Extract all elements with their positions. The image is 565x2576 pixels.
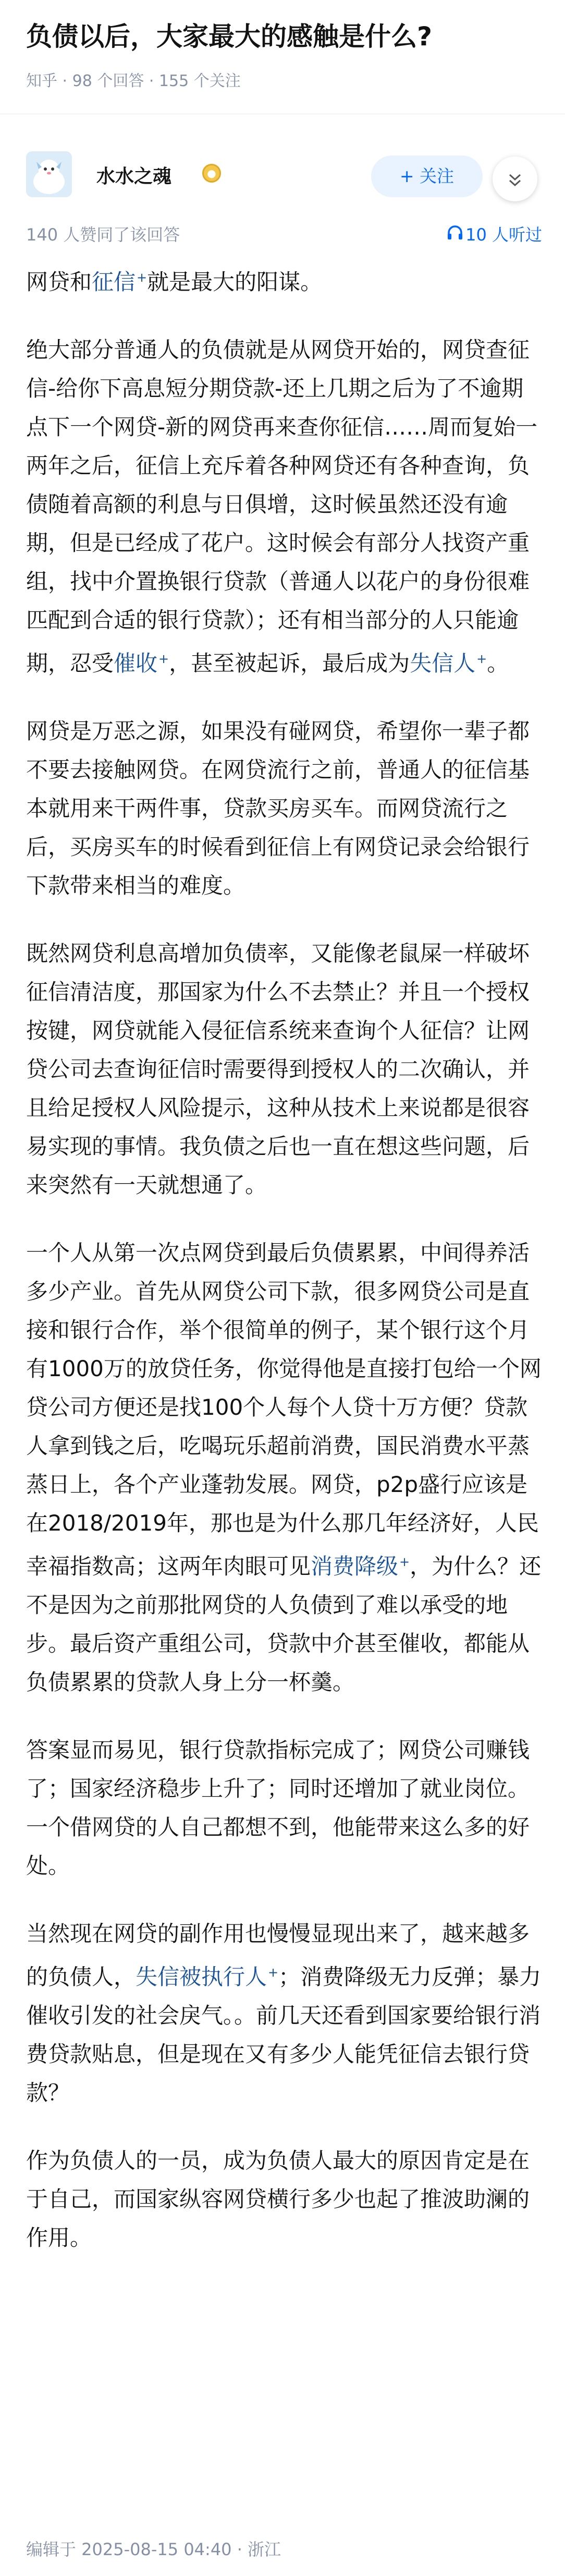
paragraph: 网贷是万恶之源，如果没有碰网贷，希望你一辈子都不要去接触网贷。在网贷流行之前，普通人的征信基本就用来干两件事，贷款买房买车。而网贷流行之后，买房买车的时候看到征信上有网贷记录会给银行下款带来相当的难度。 [26, 718, 530, 898]
question-title[interactable]: 负债以后，大家最大的感触是什么? [26, 21, 433, 52]
chevron-down-icon[interactable] [493, 157, 537, 201]
paragraph: 既然网贷利息高增加负债率，又能像老鼠屎一样破坏征信清洁度，那国家为什么不去禁止？并且一个授权按键，网贷就能入侵征信系统来查询个人征信？让网贷公司去查询征信时需要得到授权人的二次确认，并且给足授权人风险提示，这种从技术上来说都是很容易实现的事情。我负债之后也一直在想这些问题，后来突然有一天就想通了。 [26, 941, 530, 1198]
paragraph: 当然现在网贷的副作用也慢慢显现出来了，越来越多的负债人，失信被执行人+；消费降级无力反弹；暴力催收引发的社会戾气。。前几天还看到国家要给银行消费贷款贴息，但是现在又有多少人能凭征信去银行贷款？ [26, 1921, 542, 2105]
paragraph: 作为负债人的一员，成为负债人最大的原因肯定是在于自己，而国家纵容网贷横行多少也起了推波助澜的作用。 [26, 2148, 530, 2250]
paragraph: 网贷和征信+就是最大的阳谋。 [26, 269, 323, 295]
answer-content [26, 258, 542, 2286]
edit-timestamp: 编辑于 2025-08-15 04:40 · 浙江 [26, 2539, 281, 2559]
badge-icon: ● [202, 164, 221, 183]
question-meta: 知乎 · 98 个回答 · 155 个关注 [26, 72, 241, 90]
avatar[interactable] [26, 151, 72, 197]
keyword-link[interactable]: 消费降级+ [311, 1554, 410, 1579]
keyword-link[interactable]: 催收+ [114, 651, 169, 676]
agree-count: 140 人赞同了该回答 [26, 225, 180, 245]
paragraph: 答案显而易见，银行贷款指标完成了；网贷公司赚钱了；国家经济稳步上升了；同时还增加了就业岗位。一个借网贷的人自己都想不到，他能带来这么多的好处。 [26, 1737, 530, 1879]
keyword-link[interactable]: 征信+ [92, 269, 148, 295]
author-name[interactable]: 水水之魂 [96, 166, 172, 187]
keyword-link[interactable]: 失信人+ [410, 651, 487, 676]
follow-button[interactable]: + 关注 [371, 155, 483, 197]
paragraph: 绝大部分普通人的负债就是从网贷开始的，网贷查征信-给你下高息短分期贷款-还上几期之后为了不逾期点下一个网贷-新的网贷再来查你征信……周而复始一两年之后，征信上充斥着各种网贷还有各种查询，负债随着高额的利息与日俱增，这时候虽然还没有逾期，但是已经成了花户。这时候会有部分人找资产重组，找中介置换银行贷款（普通人以花户的身份很难匹配到合适的银行贷款）；还有相当部分的人只能逾期，忍受催收+，甚至被起诉，最后成为失信人+。 [26, 337, 538, 676]
answer-stats [26, 222, 542, 246]
keyword-link[interactable]: 失信被执行人+ [136, 1964, 279, 1990]
headphones-icon [445, 225, 465, 240]
listen-count-link[interactable]: 10 人听过 [445, 222, 542, 246]
paragraph: 一个人从第一次点网贷到最后负债累累，中间得养活多少产业。首先从网贷公司下款，很多网贷公司是直接和银行合作，举个很简单的例子，某个银行这个月有1000万的放贷任务，你觉得他是直接打包给一个网贷公司方便还是找100个人每个人贷十万方便？贷款人拿到钱之后，吃喝玩乐超前消费，国民消费水平蒸蒸日上，各个产业蓬勃发展。网贷，p2p盛行应该是在2018/2019年，那也是为什么那几年经济好，人民幸福指数高；这两年肉眼可见消费降级+，为什么？还不是因为之前那批网贷的人负债到了难以承受的地步。最后资产重组公司，贷款中介甚至催收，都能从负债累累的贷款人身上分一杯羹。 [26, 1240, 542, 1695]
author-row [26, 151, 547, 198]
